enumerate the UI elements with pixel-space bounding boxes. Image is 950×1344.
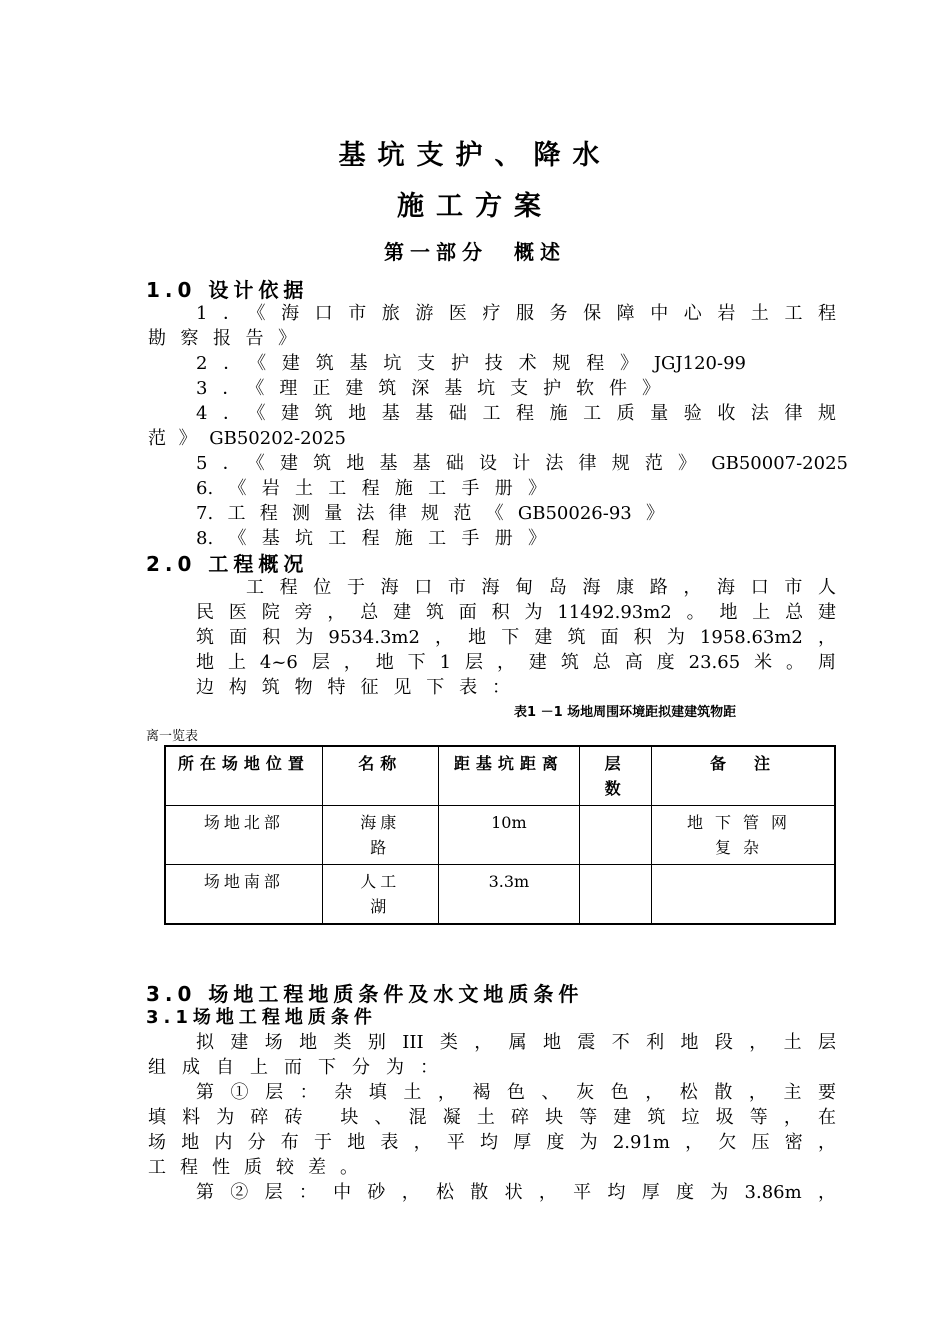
table-row (165, 806, 835, 865)
cell-remarks: 地下管网复杂 (652, 806, 835, 865)
geology-line-3: 第①层：杂填土，褐色、灰色，松散，主要 (196, 1082, 836, 1103)
section-1-heading: 1.0 设计依据 (146, 278, 309, 302)
overview-line-2: 民医院旁，总建筑面积为11492.93m2。地上总建 (196, 602, 836, 623)
cell-location: 场地南部 (165, 865, 322, 925)
table-header-row (165, 746, 835, 806)
geology-line-5: 场地内分布于地表，平均厚度为2.91m，欠压密， (148, 1132, 836, 1153)
cell-floors (580, 806, 652, 865)
cell-remarks (652, 865, 835, 925)
overview-line-1: 工程位于海口市海甸岛海康路，海口市人 (246, 577, 836, 598)
col-header-distance: 距基坑距离 (438, 746, 580, 806)
ref-item-1-cont: 勘察报告》 (148, 328, 296, 349)
cell-location: 场地北部 (165, 806, 322, 865)
section-3-heading: 3.0 场地工程地质条件及水文地质条件 (146, 982, 584, 1006)
overview-line-4: 地上4~6层，地下1层，建筑总高度23.65米。周 (196, 652, 836, 673)
col-header-remarks: 备 注 (652, 746, 835, 806)
ref-item-8: 8.《基坑工程施工手册》 (196, 528, 546, 549)
overview-line-5: 边构筑物特征见下表： (196, 677, 510, 698)
ref-item-1: 1．《海口市旅游医疗服务保障中心岩土工程 (196, 303, 836, 324)
overview-line-3: 筑面积为9534.3m2，地下建筑面积为1958.63m2， (196, 627, 836, 648)
ref-item-3: 3．《理正建筑深基坑支护软件》 (196, 378, 660, 399)
table-caption-text: 表1 －1 场地周围环境距拟建建筑物距 (514, 705, 737, 720)
surroundings-table (164, 745, 836, 925)
ref-item-4-cont: 范》GB50202-2025 (148, 428, 346, 449)
col-header-name: 名称 (322, 746, 438, 806)
ref-item-4: 4．《建筑地基基础工程施工质量验收法律规 (196, 403, 836, 424)
part-heading: 第一部分 概述 (384, 240, 566, 264)
table-caption-cont: 离一览表 (146, 729, 199, 744)
geology-line-4: 填料为碎砖 块、混凝土碎块等建筑垃圾等，在 (148, 1107, 836, 1128)
ref-item-5: 5．《建筑地基基础设计法律规范》GB50007-2025 (196, 453, 848, 474)
geology-line-7: 第②层：中砂，松散状，平均厚度为3.86m， (196, 1182, 836, 1203)
col-header-floors: 层数 (580, 746, 652, 806)
geology-line-1: 拟建场地类别III类，属地震不利地段，土层 (196, 1032, 836, 1053)
ref-item-2: 2．《建筑基坑支护技术规程》JGJ120-99 (196, 353, 746, 374)
ref-item-6: 6.《岩土工程施工手册》 (196, 478, 546, 499)
cell-distance: 10m (438, 806, 580, 865)
geology-line-6: 工程性质较差。 (148, 1157, 358, 1178)
section-3-1-heading: 3.1场地工程地质条件 (146, 1007, 377, 1028)
cell-distance: 3.3m (438, 865, 580, 925)
col-header-location: 所在场地位置 (165, 746, 322, 806)
section-2-heading: 2.0 工程概况 (146, 552, 309, 576)
cell-floors (580, 865, 652, 925)
ref-item-7: 7.工程测量法律规范《GB50026-93》 (196, 503, 664, 524)
table-row (165, 865, 835, 925)
cell-name: 海康路 (322, 806, 438, 865)
geology-line-2: 组成自上而下分为： (148, 1057, 438, 1078)
table-caption (514, 701, 736, 720)
document-title: 基坑支护、降水 (338, 140, 612, 171)
cell-name: 人工湖 (322, 865, 438, 925)
document-subtitle: 施工方案 (397, 191, 553, 222)
